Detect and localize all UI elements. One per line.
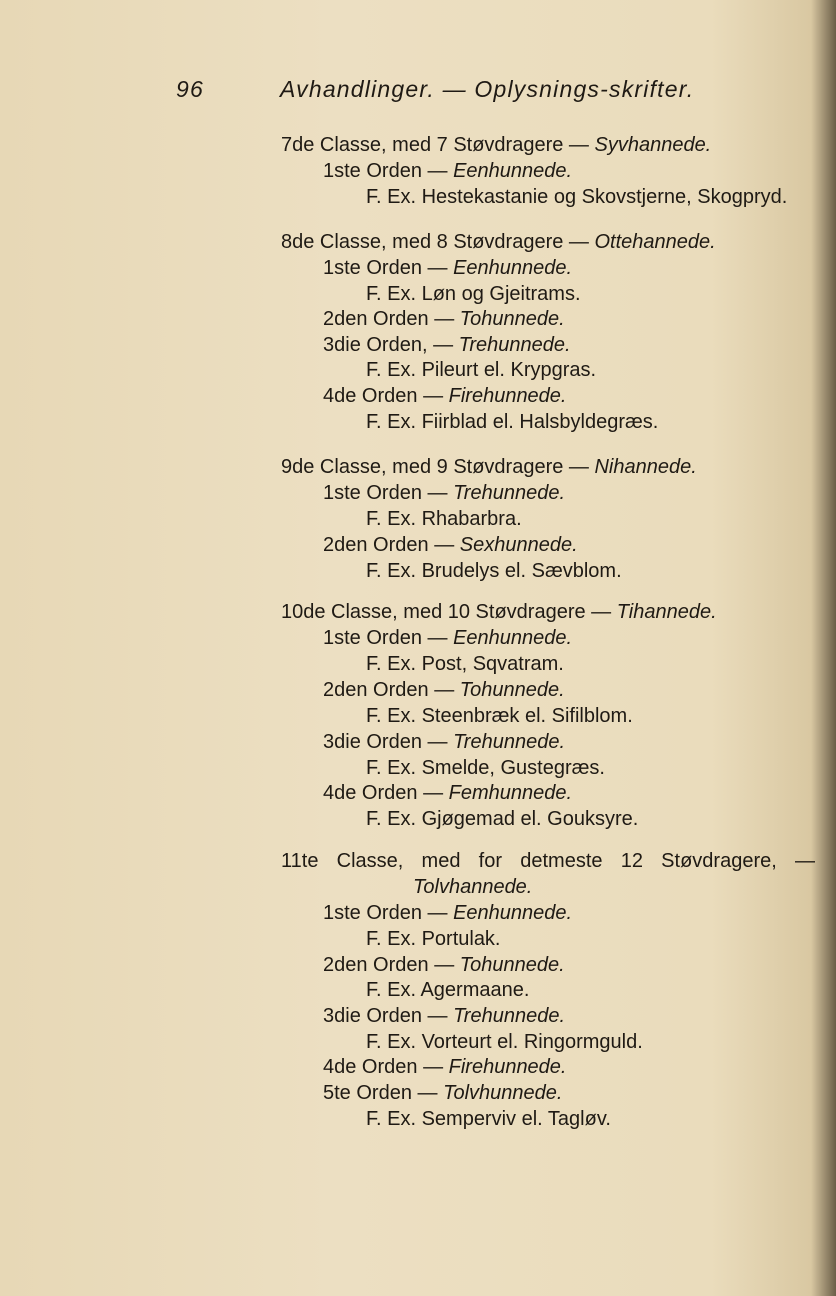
example-text: F. Ex. Smelde, Gustegræs.	[366, 757, 605, 779]
order-text: 3die Orden, —	[323, 334, 459, 356]
order-name: Trehunnede.	[453, 1005, 566, 1027]
order-line	[323, 729, 565, 755]
example-line	[366, 357, 596, 383]
class-name: Tolvhannede.	[413, 876, 533, 898]
example-text: F. Ex. Portulak.	[366, 928, 501, 950]
order-line	[323, 332, 571, 358]
order-text: 1ste Orden —	[323, 160, 454, 182]
order-name: Tolvhunnede.	[443, 1082, 563, 1104]
example-text: F. Ex. Hestekastanie og Skovstjerne, Skogpryd.	[366, 186, 788, 208]
order-line	[323, 306, 565, 332]
example-text: F. Ex. Løn og Gjeitrams.	[366, 283, 581, 305]
class-heading	[281, 848, 815, 874]
order-text: 1ste Orden —	[323, 257, 454, 279]
class-heading	[281, 132, 711, 158]
example-text: F. Ex. Gjøgemad el. Gouksyre.	[366, 808, 639, 830]
example-line	[366, 651, 564, 677]
page-number: 96	[176, 76, 204, 102]
order-line	[323, 900, 572, 926]
example-text: F. Ex. Rhabarbra.	[366, 508, 522, 530]
order-name: Trehunnede.	[453, 731, 566, 753]
order-text: 2den Orden —	[323, 534, 460, 556]
order-name: Femhunnede.	[448, 782, 573, 804]
order-line	[323, 625, 572, 651]
order-name: Firehunnede.	[448, 1056, 567, 1078]
order-line	[323, 1054, 567, 1080]
example-text: F. Ex. Agermaane.	[366, 979, 530, 1001]
order-name: Eenhunnede.	[453, 627, 573, 649]
order-text: 5te Orden —	[323, 1082, 444, 1104]
order-name: Eenhunnede.	[453, 902, 573, 924]
order-text: 2den Orden —	[323, 679, 460, 701]
order-line	[323, 383, 567, 409]
example-text: F. Ex. Steenbræk el. Sifilblom.	[366, 705, 633, 727]
example-line	[366, 281, 581, 307]
order-name: Tohunnede.	[459, 308, 565, 330]
order-text: 2den Orden —	[323, 308, 460, 330]
order-text: 3die Orden —	[323, 1005, 454, 1027]
order-name: Sexhunnede.	[459, 534, 578, 556]
order-name: Eenhunnede.	[453, 257, 573, 279]
class-name-continuation	[413, 874, 532, 900]
class-name: Ottehannede.	[594, 231, 716, 253]
example-line	[366, 409, 658, 435]
example-text: F. Ex. Brudelys el. Sævblom.	[366, 560, 622, 582]
class-heading-text: 11te Classe, med for detmeste 12 Støvdragere, —	[281, 850, 815, 872]
class-heading-text: 10de Classe, med 10 Støvdragere —	[281, 601, 617, 623]
example-line	[366, 1029, 643, 1055]
example-line	[366, 558, 622, 584]
example-line	[366, 184, 787, 210]
example-line	[366, 977, 529, 1003]
example-text: F. Ex. Post, Sqvatram.	[366, 653, 564, 675]
order-line	[323, 780, 572, 806]
class-heading	[281, 599, 717, 625]
example-line	[366, 1106, 611, 1132]
example-line	[366, 926, 501, 952]
order-text: 1ste Orden —	[323, 902, 454, 924]
class-heading-text: 7de Classe, med 7 Støvdragere —	[281, 134, 595, 156]
class-heading	[281, 454, 697, 480]
order-line	[323, 158, 572, 184]
order-name: Trehunnede.	[458, 334, 571, 356]
order-line	[323, 480, 565, 506]
order-text: 4de Orden —	[323, 782, 449, 804]
order-name: Trehunnede.	[453, 482, 565, 504]
order-text: 4de Orden —	[323, 385, 449, 407]
example-text: F. Ex. Vorteurt el. Ringormguld.	[366, 1031, 643, 1053]
order-line	[323, 952, 565, 978]
order-name: Tohunnede.	[459, 954, 565, 976]
class-name: Nihannede.	[594, 456, 697, 478]
example-text: F. Ex. Fiirblad el. Halsbyldegræs.	[366, 411, 659, 433]
order-text: 4de Orden —	[323, 1056, 449, 1078]
example-line	[366, 703, 633, 729]
order-line	[323, 255, 572, 281]
example-line	[366, 806, 638, 832]
running-title: Avhandlinger. — Oplysnings-skrifter.	[280, 76, 695, 102]
order-name: Tohunnede.	[459, 679, 565, 701]
order-text: 2den Orden —	[323, 954, 460, 976]
order-text: 1ste Orden —	[323, 627, 454, 649]
class-heading-text: 9de Classe, med 9 Støvdragere —	[281, 456, 595, 478]
order-line	[323, 677, 565, 703]
example-text: F. Ex. Semperviv el. Tagløv.	[366, 1108, 611, 1130]
example-text: F. Ex. Pileurt el. Krypgras.	[366, 359, 597, 381]
order-line	[323, 1080, 562, 1106]
class-heading-text: 8de Classe, med 8 Støvdragere —	[281, 231, 595, 253]
order-text: 1ste Orden —	[323, 482, 454, 504]
order-line	[323, 1003, 565, 1029]
class-name: Tihannede.	[616, 601, 717, 623]
class-heading	[281, 229, 716, 255]
order-line	[323, 532, 578, 558]
order-text: 3die Orden —	[323, 731, 454, 753]
example-line	[366, 755, 605, 781]
example-line	[366, 506, 522, 532]
class-name: Syvhannede.	[594, 134, 712, 156]
order-name: Firehunnede.	[448, 385, 567, 407]
order-name: Eenhunnede.	[453, 160, 573, 182]
